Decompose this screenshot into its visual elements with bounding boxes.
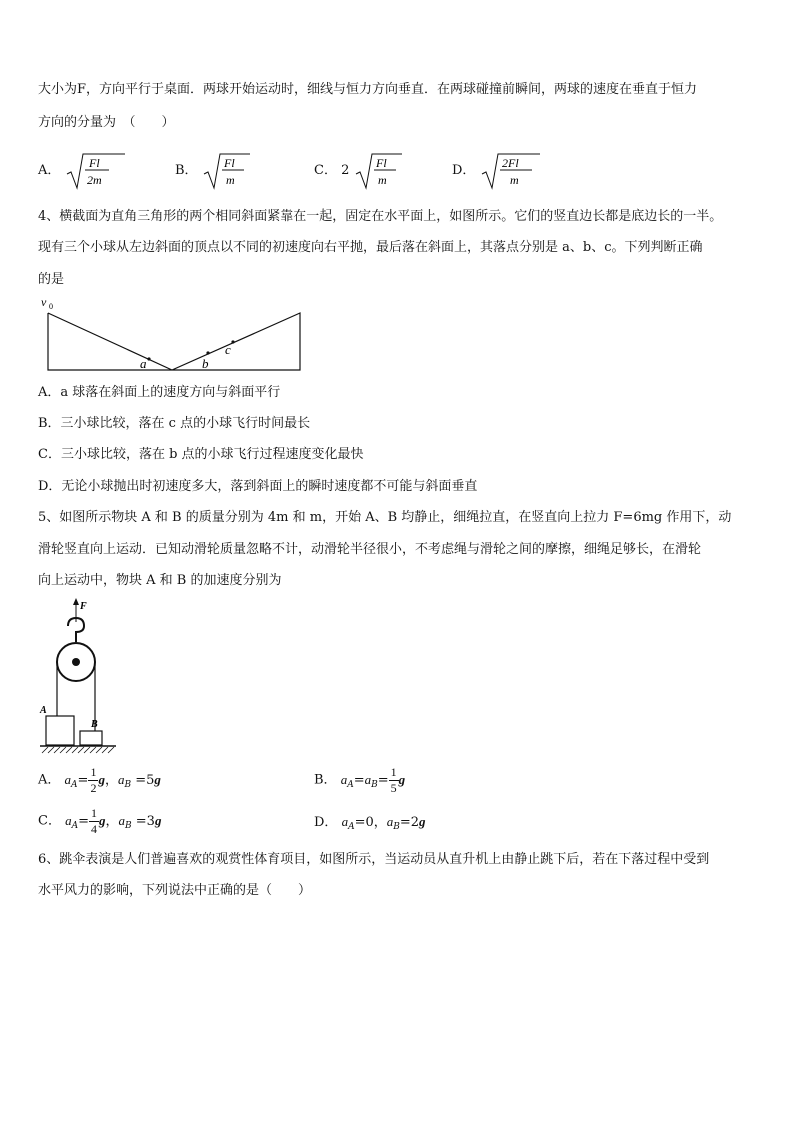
q3-option-b-label: B．: [175, 163, 198, 178]
v0-label: v: [41, 295, 47, 309]
q5-option-b-label: B．: [314, 772, 337, 788]
label-c: c: [225, 342, 231, 357]
q3-a-den: 2m: [86, 173, 102, 187]
sqrt-symbol: [354, 152, 404, 190]
q3-option-a[interactable]: [38, 152, 127, 188]
q5-text-line-2: 滑轮竖直向上运动．已知动滑轮质量忽略不计，动滑轮半径很小，不考虑绳与滑轮之间的摩擦，细绳足够长，在滑轮: [38, 542, 702, 557]
q5-option-a[interactable]: [38, 765, 161, 801]
q4-text-line-3: 的是: [38, 272, 65, 287]
q4-option-d[interactable]: D．无论小球抛出时初速度多大，落到斜面上的瞬时速度都不可能与斜面垂直: [38, 479, 478, 494]
q5-option-a-label: A．: [38, 772, 61, 788]
q3-c-coef: 2: [341, 163, 350, 178]
q4-option-b[interactable]: B．三小球比较，落在 c 点的小球飞行时间最长: [38, 416, 311, 431]
sqrt-symbol: [202, 152, 252, 190]
q4-incline-figure: [38, 292, 308, 374]
q5-pulley-figure: [36, 596, 122, 760]
force-arrow: [73, 598, 79, 605]
block-a: [46, 716, 74, 745]
q3-d-den: m: [509, 173, 519, 187]
point-a: [147, 357, 150, 360]
q3-option-b[interactable]: [175, 152, 252, 188]
force-label: F: [80, 601, 87, 612]
q3-a-num: Fl: [88, 156, 100, 170]
q6-text-line-2: 水平风力的影响，下列说法中正确的是（ ）: [38, 883, 312, 898]
q4-option-a[interactable]: A．a 球落在斜面上的速度方向与斜面平行: [38, 385, 281, 400]
block-b: [80, 731, 102, 745]
q3-d-num: 2Fl: [501, 156, 519, 170]
q5-option-c[interactable]: [38, 806, 161, 842]
q3-text-line-1: 大小为F，方向平行于桌面．两球开始运动时，细线与恒力方向垂直．在两球碰撞前瞬间，两球的速度在垂直于恒力: [38, 82, 698, 97]
sqrt-symbol: [480, 152, 542, 190]
q4-text-line-1: 4、横截面为直角三角形的两个相同斜面紧靠在一起，固定在水平面上，如图所示。它们的竖直边长都是底边长的一半。: [38, 209, 723, 224]
q5-text-line-3: 向上运动中，物块 A 和 B 的加速度分别为: [38, 573, 282, 588]
q3-c-den: m: [377, 173, 387, 187]
q5-option-c-expr: $a_A=$ $\frac{1}{4}$ g，$a_B =3g$: [65, 806, 162, 836]
q3-option-c[interactable]: [314, 152, 404, 188]
pulley-diagram: [39, 598, 116, 753]
q3-option-c-label: C．: [314, 163, 337, 178]
point-c: [231, 340, 234, 343]
q3-option-d[interactable]: [452, 152, 542, 188]
point-b: [206, 351, 209, 354]
block-a-label: A: [40, 705, 47, 716]
q3-b-num: Fl: [223, 156, 235, 170]
two-inclines-diagram: [41, 295, 300, 371]
label-a: a: [140, 356, 147, 371]
block-b-label: B: [91, 719, 98, 730]
q5-option-d[interactable]: [314, 812, 426, 836]
q5-option-d-label: D．: [314, 815, 338, 830]
q3-text-line-2: 方向的分量为 （ ）: [38, 115, 175, 130]
q6-text-line-1: 6、跳伞表演是人们普遍喜欢的观赏性体育项目，如图所示，当运动员从直升机上由静止跳下后，若在下落过程中受到: [38, 852, 710, 867]
q5-option-b[interactable]: [314, 765, 405, 801]
sqrt-symbol: [65, 152, 127, 190]
q5-option-c-label: C．: [38, 813, 61, 829]
q4-option-c[interactable]: C．三小球比较，落在 b 点的小球飞行过程速度变化最快: [38, 447, 364, 462]
q3-b-den: m: [225, 173, 235, 187]
q5-option-b-expr: $a_A=a_B=$ $\frac{1}{5}$ g: [340, 765, 406, 795]
v0-sub-label: 0: [49, 302, 53, 311]
q3-option-d-label: D．: [452, 163, 476, 178]
q3-option-a-label: A．: [38, 163, 61, 178]
label-b: b: [202, 356, 209, 371]
q5-text-line-1: 5、如图所示物块 A 和 B 的质量分别为 4m 和 m，开始 A、B 均静止，细绳拉直，在竖直向上拉力 F=6mg 作用下，动: [38, 510, 732, 525]
q4-text-line-2: 现有三个小球从左边斜面的顶点以不同的初速度向右平抛，最后落在斜面上，其落点分别是 a、b、c。下列判断正确: [38, 240, 703, 255]
q5-option-d-expr: $a_A=0$，$a_B=2g$: [341, 814, 426, 832]
q3-c-num: Fl: [375, 156, 387, 170]
q5-option-a-expr: $a_A=$ $\frac{1}{2}$ g，$a_B =5g$: [64, 765, 161, 795]
ground-hatching: [42, 747, 114, 753]
